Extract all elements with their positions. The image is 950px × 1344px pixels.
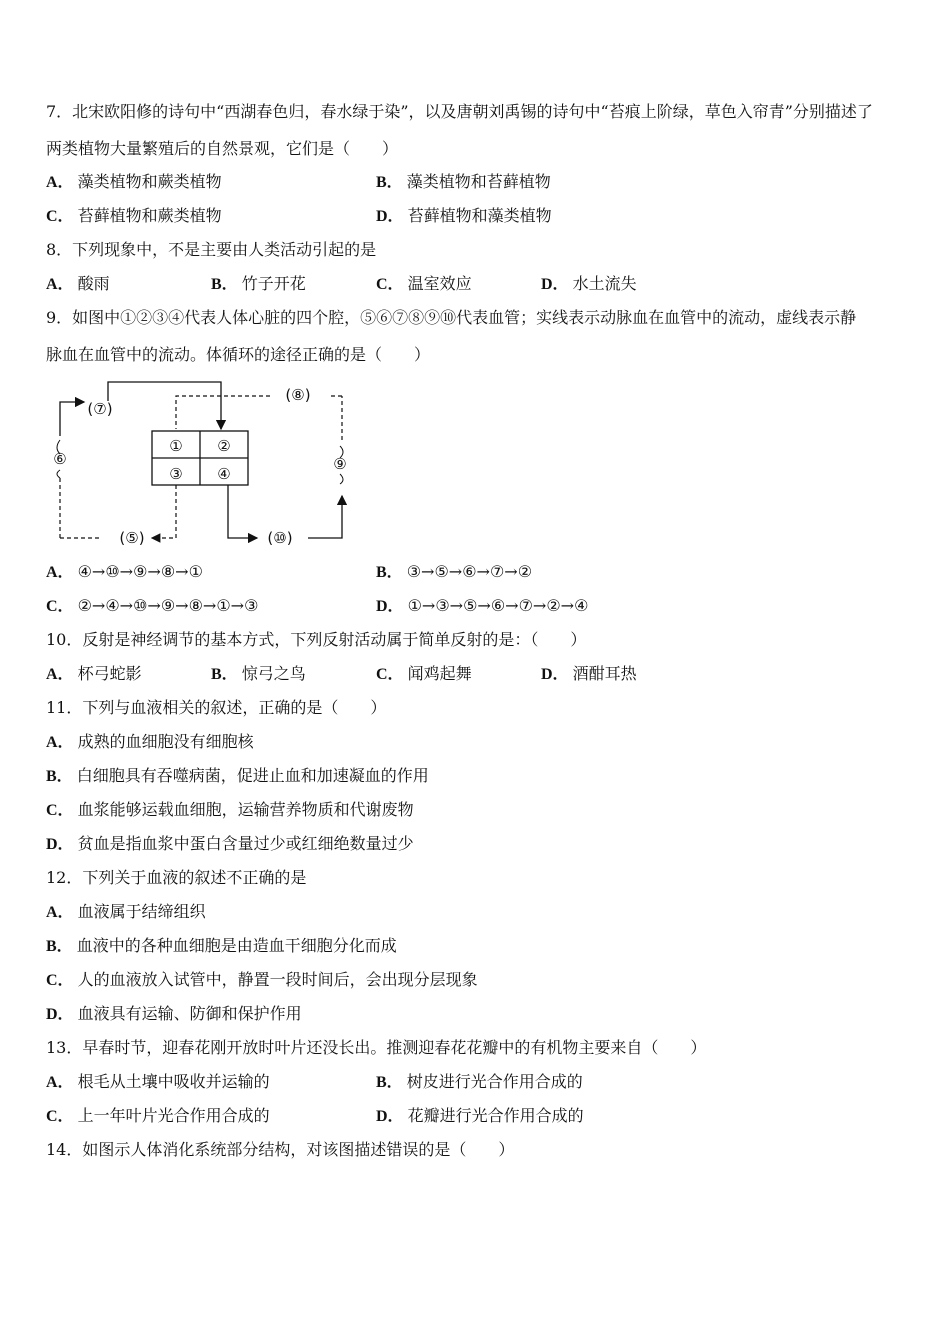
option-text: 苔藓植物和蕨类植物: [77, 206, 222, 225]
option-text: ②→④→⑩→⑨→⑧→①→③: [77, 596, 259, 615]
option-label: D．: [376, 208, 404, 225]
option-label: C．: [46, 598, 74, 615]
q7-option-b[interactable]: [376, 172, 551, 193]
q7-stem-line2: 两类植物大量繁殖后的自然景观，它们是（ ）: [46, 139, 399, 158]
vessel-10-label: (⑩): [267, 529, 293, 547]
q7-stem-line1: 7．北宋欧阳修的诗句中“西湖春色归，春水绿于染”，以及唐朝刘禹锡的诗句中“苔痕上阶绿，草色入帘青”分别描述了: [46, 102, 873, 121]
vessel-7-label: (⑦): [87, 400, 113, 418]
chamber-4: ④: [217, 465, 231, 483]
option-label: A．: [46, 174, 74, 191]
option-text: 水土流失: [572, 274, 637, 293]
option-text: 杯弓蛇影: [77, 664, 142, 683]
option-label: B．: [211, 666, 238, 683]
option-label: D．: [541, 276, 569, 293]
option-text: 树皮进行光合作用合成的: [406, 1072, 583, 1091]
q12-option-a[interactable]: [46, 902, 206, 923]
option-text: 血液属于结缔组织: [77, 902, 206, 921]
option-label: C．: [46, 802, 74, 819]
option-text: 温室效应: [407, 274, 472, 293]
q7-option-a[interactable]: [46, 172, 222, 193]
q13-stem: 13．早春时节，迎春花刚开放时叶片还没长出。推测迎春花花瓣中的有机物主要来自（ ）: [46, 1038, 707, 1057]
q10-option-a[interactable]: [46, 664, 142, 685]
option-text: ④→⑩→⑨→⑧→①: [77, 562, 203, 581]
option-label: C．: [376, 666, 404, 683]
q10-option-b[interactable]: [211, 664, 306, 685]
vessel-6-label: ⑥: [53, 450, 67, 468]
q12-option-d[interactable]: [46, 1004, 302, 1025]
q10-option-d[interactable]: [541, 664, 637, 685]
option-text: 藻类植物和苔藓植物: [406, 172, 551, 191]
option-label: C．: [46, 208, 74, 225]
option-text: 白细胞具有吞噬病菌，促进止血和加速凝血的作用: [76, 766, 429, 785]
q12-option-c[interactable]: [46, 970, 478, 991]
chamber-1: ①: [169, 437, 183, 455]
q9-option-c[interactable]: [46, 596, 258, 617]
option-text: 酸雨: [77, 274, 110, 293]
option-text: 成熟的血细胞没有细胞核: [77, 732, 254, 751]
q7-option-c[interactable]: [46, 206, 222, 227]
option-label: D．: [46, 836, 74, 853]
q9-option-b[interactable]: [376, 562, 532, 583]
option-label: C．: [46, 972, 74, 989]
option-text: 人的血液放入试管中，静置一段时间后，会出现分层现象: [77, 970, 478, 989]
option-label: B．: [376, 1074, 403, 1091]
q11-option-d[interactable]: [46, 834, 414, 855]
option-text: ①→③→⑤→⑥→⑦→②→④: [407, 596, 589, 615]
option-label: A．: [46, 276, 74, 293]
q13-option-c[interactable]: [46, 1106, 270, 1127]
q8-option-b[interactable]: [211, 274, 306, 295]
option-text: 苔藓植物和藻类植物: [407, 206, 552, 225]
q13-option-d[interactable]: [376, 1106, 584, 1127]
q14-stem: 14．如图示人体消化系统部分结构，对该图描述错误的是（ ）: [46, 1140, 515, 1159]
option-text: 竹子开花: [241, 274, 306, 293]
q8-option-d[interactable]: [541, 274, 637, 295]
option-label: D．: [376, 1108, 404, 1125]
q13-option-a[interactable]: [46, 1072, 270, 1093]
q9-stem-line1: 9．如图中①②③④代表人体心脏的四个腔，⑤⑥⑦⑧⑨⑩代表血管；实线表示动脉血在血管中的流动，虚线表示静: [46, 308, 857, 327]
option-label: B．: [376, 564, 403, 581]
chamber-3: ③: [169, 465, 183, 483]
option-label: D．: [46, 1006, 74, 1023]
option-text: 闻鸡起舞: [407, 664, 472, 683]
option-label: D．: [541, 666, 569, 683]
option-text: 上一年叶片光合作用合成的: [77, 1106, 270, 1125]
q9-option-a[interactable]: [46, 562, 203, 583]
vessel-8-label: (⑧): [285, 386, 311, 404]
q11-option-a[interactable]: [46, 732, 254, 753]
q12-option-b[interactable]: [46, 936, 397, 957]
option-label: A．: [46, 666, 74, 683]
q7-option-d[interactable]: [376, 206, 552, 227]
q13-option-b[interactable]: [376, 1072, 583, 1093]
q8-option-c[interactable]: [376, 274, 472, 295]
q12-stem: 12．下列关于血液的叙述不正确的是: [46, 868, 307, 887]
option-text: ③→⑤→⑥→⑦→②: [406, 562, 533, 581]
q11-stem: 11．下列与血液相关的叙述，正确的是（ ）: [46, 698, 387, 717]
q11-option-b[interactable]: [46, 766, 429, 787]
vessel-5-label: (⑤): [119, 529, 145, 547]
q10-option-c[interactable]: [376, 664, 472, 685]
option-label: A．: [46, 564, 74, 581]
option-label: B．: [211, 276, 238, 293]
q8-option-a[interactable]: [46, 274, 110, 295]
option-label: D．: [376, 598, 404, 615]
q9-stem-line2: 脉血在血管中的流动。体循环的途径正确的是（ ）: [46, 345, 431, 364]
q9-option-d[interactable]: [376, 596, 588, 617]
option-text: 血液中的各种血细胞是由造血干细胞分化而成: [76, 936, 397, 955]
option-text: 根毛从土壤中吸收并运输的: [77, 1072, 270, 1091]
heart-circulation-diagram: [40, 378, 370, 553]
option-label: C．: [46, 1108, 74, 1125]
option-label: A．: [46, 1074, 74, 1091]
option-text: 藻类植物和蕨类植物: [77, 172, 222, 191]
option-label: B．: [376, 174, 403, 191]
option-label: A．: [46, 904, 74, 921]
option-text: 血浆能够运载血细胞，运输营养物质和代谢废物: [77, 800, 414, 819]
vessel-9-label: ⑨: [333, 455, 347, 473]
option-label: B．: [46, 768, 73, 785]
q11-option-c[interactable]: [46, 800, 414, 821]
option-text: 酒酣耳热: [572, 664, 637, 683]
option-text: 血液具有运输、防御和保护作用: [77, 1004, 302, 1023]
chamber-2: ②: [217, 437, 231, 455]
option-label: C．: [376, 276, 404, 293]
option-text: 贫血是指血浆中蛋白含量过少或红细绝数量过少: [77, 834, 414, 853]
option-text: 惊弓之鸟: [241, 664, 306, 683]
option-label: B．: [46, 938, 73, 955]
option-text: 花瓣进行光合作用合成的: [407, 1106, 584, 1125]
q8-stem: 8．下列现象中，不是主要由人类活动引起的是: [46, 240, 377, 259]
q10-stem: 10．反射是神经调节的基本方式，下列反射活动属于简单反射的是：（ ）: [46, 630, 587, 649]
option-label: A．: [46, 734, 74, 751]
